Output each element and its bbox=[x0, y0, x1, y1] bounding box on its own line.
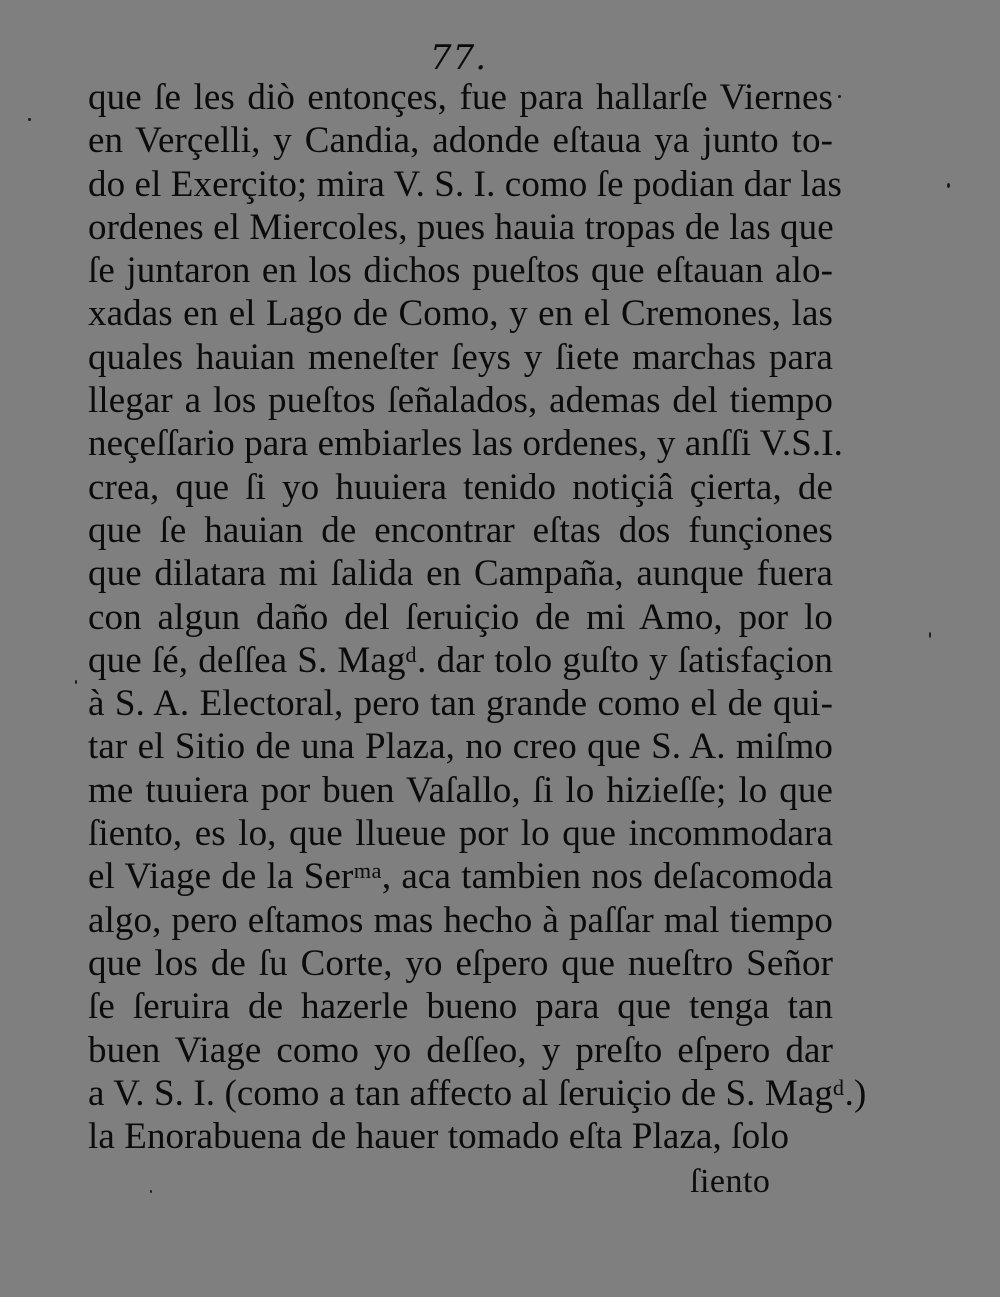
scan-speck bbox=[929, 632, 931, 638]
text-line: que ſe hauian de encontrar eſtas dos funçiones bbox=[88, 509, 833, 551]
text-line: neçeſſario para embiarles las ordenes, y anſſi V.S.I. bbox=[88, 423, 844, 465]
text-line: ſe juntaron en los dichos pueſtos que eſtauan alo- bbox=[88, 250, 833, 292]
text-line: me tuuiera por buen Vaſallo, ſi lo hizieſſe; lo que bbox=[88, 769, 833, 811]
scan-speck bbox=[28, 118, 31, 121]
text-line: buen Viage como yo deſſeo, y preſto eſpero dar bbox=[88, 1029, 833, 1071]
scan-speck bbox=[75, 680, 77, 684]
text-line: quales hauian meneſter ſeys y ſiete marchas para bbox=[88, 336, 833, 378]
scan-speck bbox=[947, 183, 950, 188]
text-line: que los de ſu Corte, yo eſpero que nueſtro Señor bbox=[88, 942, 833, 984]
text-line: algo, pero eſtamos mas hecho à paſſar mal tiempo bbox=[88, 899, 833, 941]
text-line: ordenes el Miercoles, pues hauia tropas de las que bbox=[88, 206, 834, 248]
text-line: que ſé, deſſea S. Magᵈ. dar tolo guſto y ſatisfaçion bbox=[88, 639, 833, 681]
text-line: à S. A. Electoral, pero tan grande como el de qui- bbox=[88, 683, 833, 725]
text-line: ſe ſeruira de hazerle bueno para que tenga tan bbox=[88, 986, 833, 1028]
text-line: con algun daño del ſeruiçio de mi Amo, por lo bbox=[88, 596, 833, 638]
body-text bbox=[88, 76, 867, 1158]
text-line: crea, que ſi yo huuiera tenido notiçiâ çierta, de bbox=[88, 466, 833, 508]
text-line: que ſe les diò entonçes, fue para hallarſe Viernes bbox=[88, 77, 833, 118]
text-line: el Viage de la Serᵐᵃ, aca tambien nos deſacomoda bbox=[88, 856, 833, 898]
scan-speck bbox=[150, 1190, 152, 1193]
scan-speck bbox=[838, 95, 841, 98]
text-line: llegar a los pueſtos ſeñalados, ademas del tiempo bbox=[88, 380, 833, 422]
text-line: en Verçelli, y Candia, adonde eſtaua ya junto to- bbox=[88, 120, 833, 162]
catchword: ſiento bbox=[690, 1163, 771, 1200]
text-line: ſiento, es lo, que llueue por lo que incommodara bbox=[88, 813, 833, 855]
text-line: tar el Sitio de una Plaza, no creo que S. A. miſmo bbox=[88, 726, 833, 768]
text-line: do el Exerçito; mira V. S. I. como ſe podian dar las bbox=[88, 163, 842, 205]
page-number: 77. bbox=[430, 38, 488, 78]
text-line: a V. S. I. (como a tan affecto al ſeruiçio de S. Magᵈ.) bbox=[88, 1072, 867, 1114]
text-line: la Enorabuena de hauer tomado eſta Plaza, ſolo bbox=[88, 1116, 790, 1158]
text-line: que dilatara mi ſalida en Campaña, aunque fuera bbox=[88, 553, 833, 595]
text-line: xadas en el Lago de Como, y en el Cremones, las bbox=[88, 293, 833, 335]
